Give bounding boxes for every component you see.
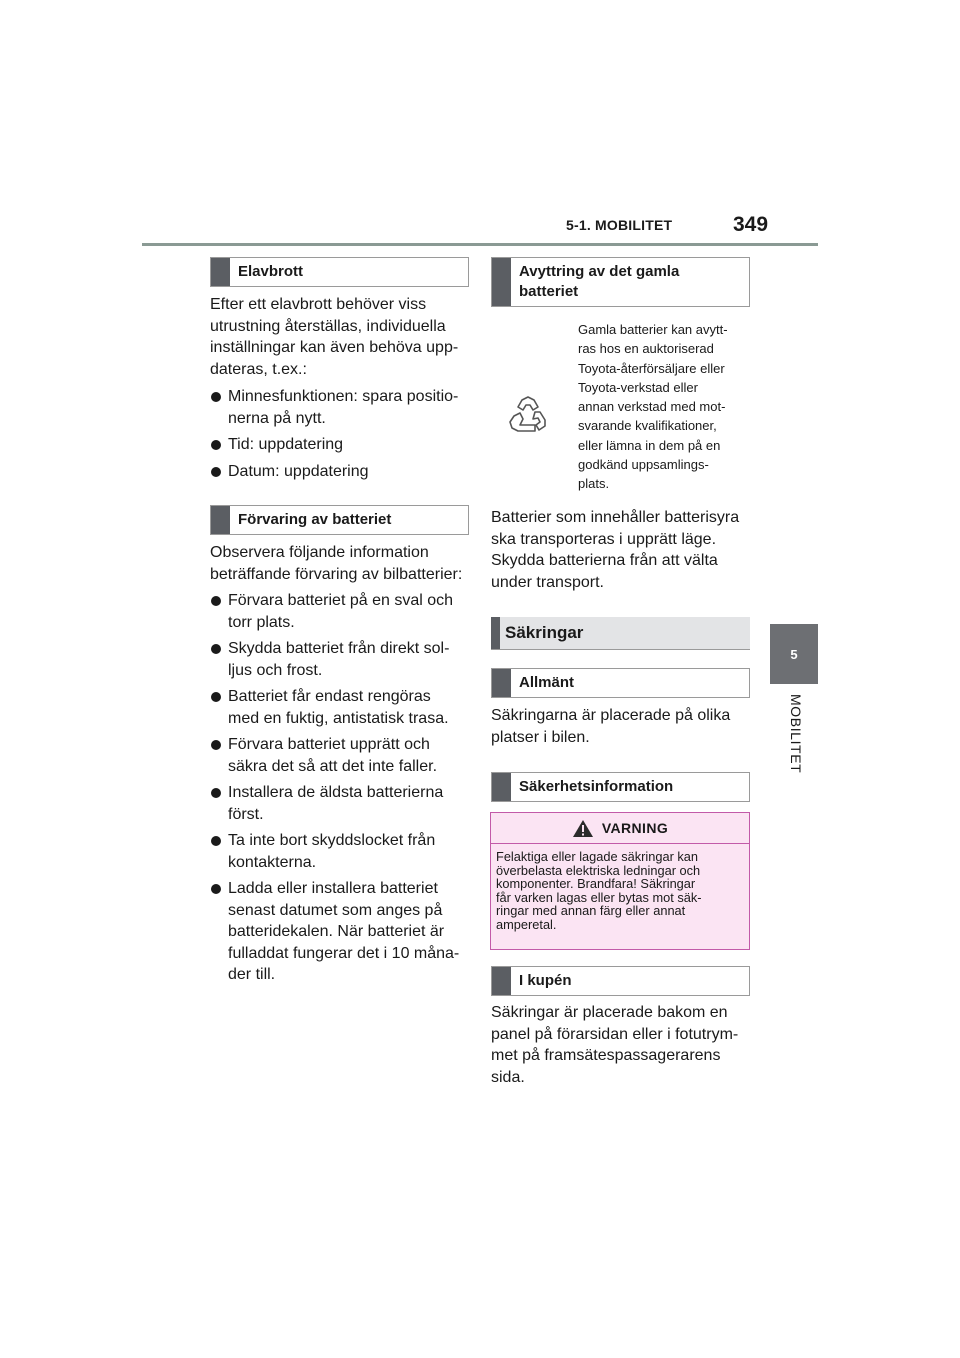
heading-elavbrott — [210, 257, 469, 287]
warning-label: VARNING — [601, 820, 669, 836]
heading-avyttring — [491, 257, 750, 307]
bullet-icon — [211, 788, 221, 798]
header-rule — [142, 243, 818, 246]
heading-text: Förvaring av batteriet — [238, 511, 392, 528]
heading-i-kupen — [491, 966, 750, 996]
warning-text: Felaktiga eller lagade säkringar kan överbelasta elektriska ledningar och komponenter. Brandfara! Säkringar får varken lagas eller bytas mot säk- ringar med annan färg eller annat amperetal. — [496, 849, 702, 932]
heading-bar — [492, 967, 511, 995]
heading-allmant — [491, 668, 750, 698]
list-item: Skydda batteriet från direkt sol- ljus och frost. — [210, 638, 480, 681]
allmant-paragraph: Säkringarna är placerade på olika platser i bilen. — [491, 707, 731, 746]
bullet-icon — [211, 692, 221, 702]
forvaring-bullet-list — [210, 590, 480, 991]
list-item: Tid: uppdatering — [210, 434, 480, 456]
heading-bar — [492, 773, 511, 801]
heading-bar — [492, 258, 511, 306]
list-item: Datum: uppdatering — [210, 461, 480, 483]
heading-text: Säkerhetsinformation — [519, 778, 674, 795]
list-item: Förvara batteriet upprätt och säkra det så att det inte faller. — [210, 734, 480, 777]
heading-text: Elavbrott — [238, 263, 304, 280]
bullet-icon — [211, 596, 221, 606]
avyttring-paragraph: Batterier som innehåller batterisyra ska transporteras i upprätt läge. Skydda batterierna från att välta under transport. — [491, 509, 740, 591]
chapter-tab: 5 — [770, 624, 818, 684]
list-item: Ladda eller installera batteriet senast datumet som anges på batteridekalen. När batteriet är fulladdat fungerar det i 10 måna- der till. — [210, 878, 480, 986]
heading-sakerhetsinformation — [491, 772, 750, 802]
heading-sakringar — [491, 617, 750, 649]
heading-text: I kupén — [519, 972, 572, 989]
page-number: 349 — [733, 213, 769, 236]
bullet-icon — [211, 740, 221, 750]
recycle-icon-graphic — [505, 394, 551, 438]
bullet-icon — [211, 836, 221, 846]
bullet-icon — [211, 884, 221, 894]
list-item: Ta inte bort skyddslocket från kontakterna. — [210, 830, 480, 873]
heading-bar — [492, 669, 511, 697]
section-title: 5-1. MOBILITET — [566, 217, 673, 233]
heading-text: Säkringar — [505, 623, 584, 642]
heading-bar — [211, 506, 230, 534]
heading-bar — [491, 617, 500, 649]
recycle-icon — [505, 394, 551, 438]
bullet-icon — [211, 440, 221, 450]
bullet-icon — [211, 467, 221, 477]
warning-triangle-icon — [572, 819, 594, 838]
list-item: Batteriet får endast rengöras med en fuktig, antistatisk trasa. — [210, 686, 480, 729]
list-item: Installera de äldsta batterierna först. — [210, 782, 480, 825]
heading-forvaring — [210, 505, 469, 535]
elavbrott-bullet-list — [210, 386, 480, 487]
heading-bar — [211, 258, 230, 286]
kupen-paragraph: Säkringar är placerade bakom en panel på förarsidan eller i fotutrym- met på framsätespassagerarens sida. — [491, 1004, 739, 1086]
list-item: Minnesfunktionen: spara positio- nerna på nytt. — [210, 386, 480, 429]
chapter-label: MOBILITET — [788, 694, 804, 774]
heading-text: Avyttring av det gamla batteriet — [519, 263, 680, 300]
forvaring-paragraph: Observera följande information beträffande förvaring av bilbatterier: — [210, 544, 463, 583]
warning-header — [491, 813, 749, 844]
bullet-icon — [211, 644, 221, 654]
warning-box — [490, 812, 750, 950]
elavbrott-paragraph: Efter ett elavbrott behöver viss utrustning återställas, individuella inställningar kan även behöva upp- dateras, t.ex.: — [210, 296, 459, 378]
heading-text: Allmänt — [519, 674, 575, 691]
list-item: Förvara batteriet på en sval och torr plats. — [210, 590, 480, 633]
bullet-icon — [211, 392, 221, 402]
recycle-note: Gamla batterier kan avytt- ras hos en auktoriserad Toyota-återförsäljare eller Toyota-verkstad eller annan verkstad med mot- svarande kvalifikationer, eller lämna in dem på en godkänd uppsamlings- plats. — [578, 322, 728, 492]
section-divider — [491, 649, 750, 650]
